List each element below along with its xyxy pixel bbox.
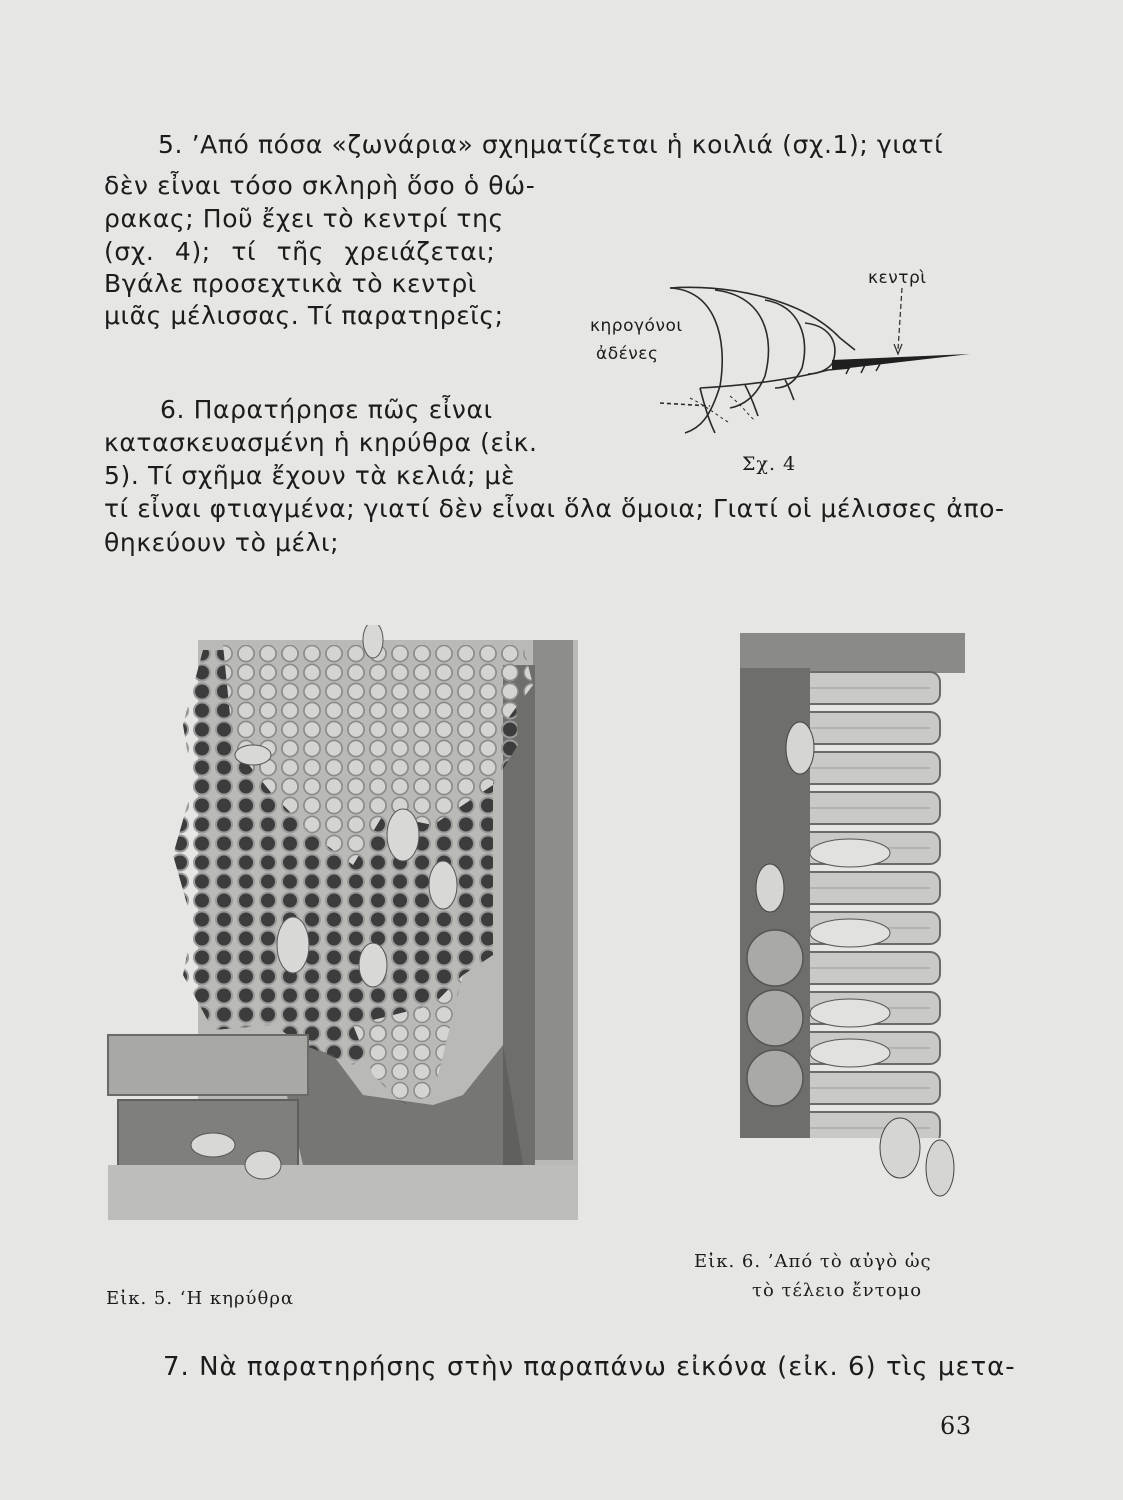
label-wax-glands-line-2: ἀδένες	[596, 344, 659, 364]
paragraph-5-line-1: 5. ’Από πόσα «ζωνάρια» σχηματίζεται ἡ κοιλιά (σχ.1); γιατί	[158, 130, 944, 159]
figure-5-caption: Εἰκ. 5. ‘Η κηρύθρα	[106, 1288, 295, 1309]
paragraph-5-line-4: (σχ. 4); τί τῆς χρειάζεται;	[104, 237, 496, 266]
label-sting: κεντρὶ	[868, 268, 927, 288]
frame-right-post	[533, 640, 573, 1160]
sting-diagram	[570, 268, 990, 468]
paragraph-6-line-1: 6. Παρατήρησε πῶς εἶναι	[160, 395, 493, 424]
comb-top	[740, 633, 965, 673]
abdomen-segment-3	[765, 300, 805, 388]
paragraph-7-line-1: 7. Νὰ παρατηρήσης στὴν παραπάνω εἰκόνα (εἰκ. 6) τὶς μετα-	[163, 1352, 1016, 1382]
label-wax-glands-line-1: κηρογόνοι	[590, 316, 683, 336]
abdomen-segment-1	[670, 288, 722, 433]
abdomen-segment-2	[715, 290, 768, 408]
segment-lower-1	[700, 388, 715, 433]
honeycomb-illustration	[103, 625, 583, 1225]
paragraph-5-line-3: ρακας; Ποῦ ἔχει τὸ κεντρί της	[104, 204, 504, 233]
base-plate	[108, 1165, 578, 1220]
brood-cells-illustration	[730, 628, 970, 1218]
sting	[832, 354, 970, 370]
paragraph-5-line-6: μιᾶς μέλισσας. Τί παρατηρεῖς;	[104, 301, 504, 330]
figure-6-caption-line-1: Εἰκ. 6. ’Από τὸ αὐγὸ ὡς	[694, 1251, 932, 1272]
figure-6-caption-line-2: τὸ τέλειο ἔντομο	[752, 1280, 923, 1301]
paragraph-6-line-2: κατασκευασμένη ἡ κηρύθρα (εἰκ.	[104, 428, 538, 457]
paragraph-6-line-5: θηκεύουν τὸ μέλι;	[104, 528, 340, 557]
paragraph-5-line-5: Βγάλε προσεχτικὰ τὸ κεντρὶ	[104, 269, 477, 298]
abdomen-segment-4	[805, 323, 835, 374]
page-number: 63	[940, 1412, 972, 1440]
frame-bottom-bar	[108, 1035, 308, 1095]
paragraph-6-line-4: τί εἶναι φτιαγμένα; γιατί δὲν εἶναι ὅλα ὅμοια; Γιατί οἱ μέλισσες ἀπο-	[104, 494, 1005, 523]
sting-label-pointer	[898, 288, 902, 350]
paragraph-5-line-2: δὲν εἶναι τόσο σκληρὴ ὅσο ὁ θώ-	[104, 171, 536, 200]
figure-4-caption: Σχ. 4	[742, 453, 797, 475]
paragraph-6-line-3: 5). Τί σχῆμα ἔχουν τὰ κελιά; μὲ	[104, 461, 516, 490]
gland-dotted-lines	[690, 396, 755, 423]
